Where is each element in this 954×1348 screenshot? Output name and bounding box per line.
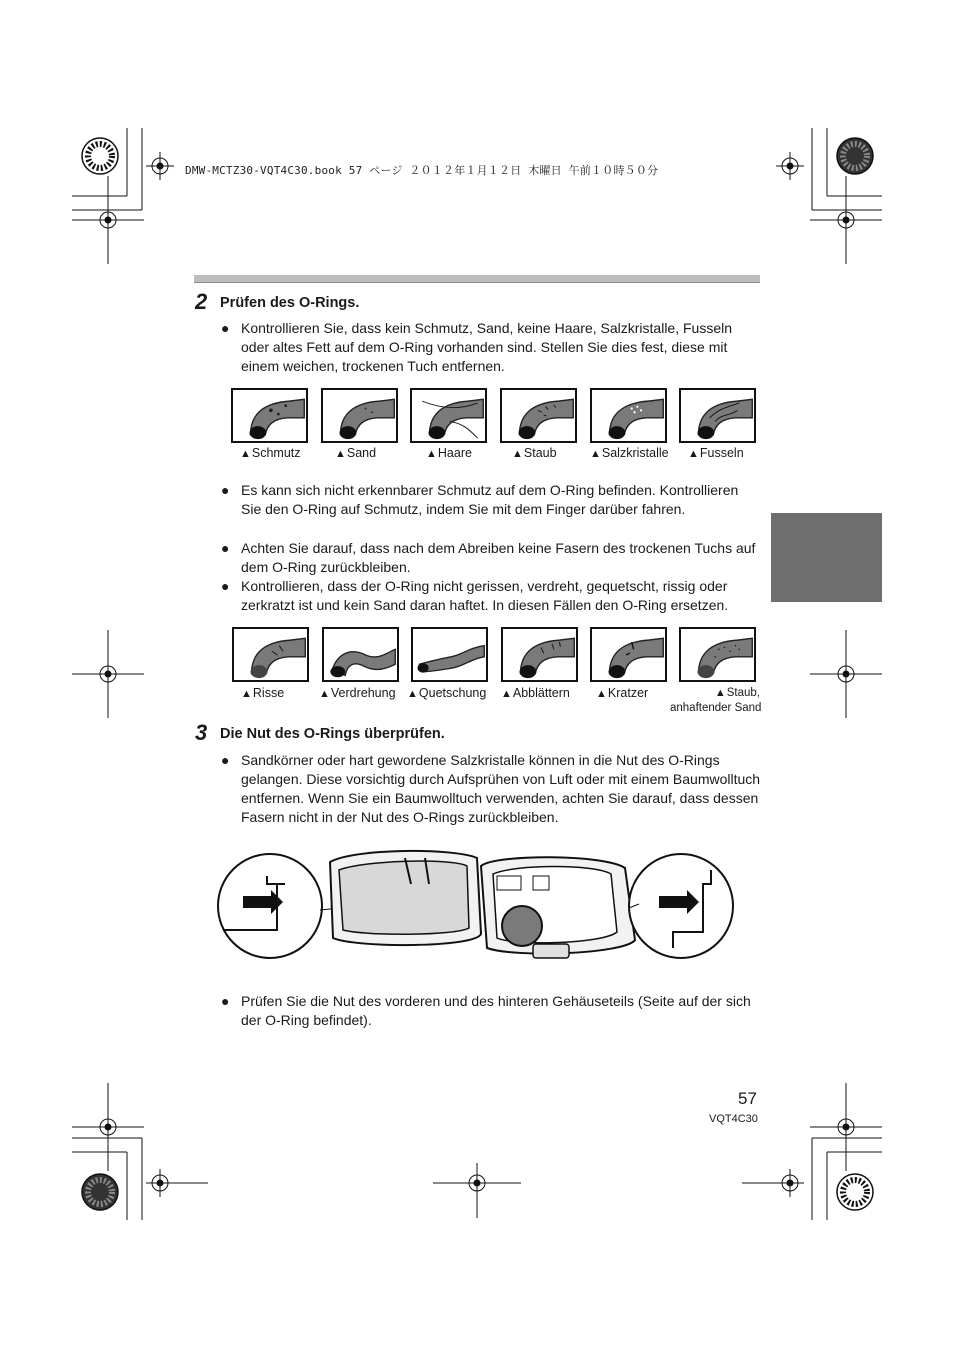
page-number: 57 bbox=[738, 1089, 757, 1108]
caption-sand: ▲Sand bbox=[335, 446, 377, 460]
step-2-bullet-1-text: Kontrollieren Sie, dass kein Schmutz, Sand, keine Haare, Salzkristalle, Fusseln oder altes Fett auf dem O-Ring vorhanden sind. Stellen Sie dies fest, diese mit einem weichen, trockenen Tuch entfernen. bbox=[241, 320, 733, 374]
step-3-title: Die Nut des O-Rings überprüfen. bbox=[220, 726, 445, 742]
step-2-bullet-4: ● Kontrollieren, dass der O-Ring nicht gerissen, verdreht, gequetscht, rissig oder zerkratzt ist und kein Sand daran haftet. In diesen Fällen den O-Ring ersetzen. bbox=[221, 578, 729, 613]
caption-hair: ▲Haare bbox=[426, 446, 472, 460]
o-ring-scratches-image bbox=[590, 627, 667, 682]
step-3-number: 3 bbox=[195, 720, 208, 745]
step-2-number: 2 bbox=[195, 289, 208, 314]
step-2-bullet-2-text: Es kann sich nicht erkennbarer Schmutz auf dem O-Ring befinden. Kontrollieren Sie den O-Ring auf Schmutz, indem Sie mit dem Finger darüber fahren. bbox=[241, 482, 739, 517]
step-2-bullet-4-text: Kontrollieren, dass der O-Ring nicht gerissen, verdreht, gequetscht, rissig oder zerkratzt ist und kein Sand daran haftet. In diesen Fällen den O-Ring ersetzen. bbox=[241, 578, 729, 613]
step-3-bullet-1-text: Sandkörner oder hart gewordene Salzkristalle können in die Nut des O-Rings gelangen. Diese vorsichtig durch Aufsprühen von Luft oder mit einem Baumwolltuch entfernen. Wenn Sie ein Baumwolltuch verwenden, achten Sie darauf, dass dessen Fasern nicht in der Nut des O-Rings zurückbleiben. bbox=[241, 752, 761, 825]
o-ring-hair-image bbox=[410, 388, 487, 443]
o-ring-sand-image bbox=[321, 388, 398, 443]
step-3-bullet-1: ● Sandkörner oder hart gewordene Salzkristalle können in die Nut des O-Rings gelangen. Diese vorsichtig durch Aufsprühen von Luft oder mit einem Baumwolltuch entfernen. Wenn Sie ein Baumwolltuch verwenden, achten Sie darauf, dass dessen Fasern nicht in der Nut des O-Rings zurückbleiben. bbox=[221, 752, 761, 825]
o-ring-twisted-image bbox=[322, 627, 399, 682]
o-ring-salt-image bbox=[590, 388, 667, 443]
caption-peeling: ▲Abblättern bbox=[501, 686, 570, 700]
print-file-header: DMW-MCTZ30-VQT4C30.book 57 ページ ２０１２年１月１２日 木曜日 午前１０時５０分 bbox=[185, 164, 659, 177]
o-ring-damage-images bbox=[232, 627, 762, 719]
caption-scratches: ▲Kratzer bbox=[596, 686, 649, 700]
step-3-bullet-2-text: Prüfen Sie die Nut des vorderen und des hinteren Gehäuseteils (Seite auf der sich der O-Ring befindet). bbox=[241, 993, 751, 1028]
caption-lint: ▲Fusseln bbox=[688, 446, 744, 460]
step-2-bullet-3-text: Achten Sie darauf, dass nach dem Abreiben keine Fasern des trockenen Tuchs auf dem O-Ring zurückbleiben. bbox=[241, 540, 756, 575]
chapter-side-tab bbox=[771, 513, 882, 602]
o-ring-dirt-image bbox=[231, 388, 308, 443]
o-ring-dust-image bbox=[500, 388, 577, 443]
caption-squashed: ▲Quetschung bbox=[407, 686, 487, 700]
o-ring-squashed-image bbox=[411, 627, 488, 682]
caption-dirt: ▲Schmutz bbox=[240, 446, 301, 460]
o-ring-lint-image bbox=[679, 388, 756, 443]
section-top-rule bbox=[194, 275, 760, 283]
caption-twisted: ▲Verdrehung bbox=[319, 686, 396, 700]
bullet-icon: ● bbox=[221, 320, 230, 336]
caption-sand-stuck: ▲Staub, anhaftender Sand bbox=[670, 687, 762, 714]
caption-salt: ▲Salzkristalle bbox=[590, 446, 669, 460]
step-3-bullet-2: ● Prüfen Sie die Nut des vorderen und des hinteren Gehäuseteils (Seite auf der sich der O-Ring befindet). bbox=[221, 993, 751, 1028]
caption-dust: ▲Staub bbox=[512, 446, 557, 460]
housing-groove-illustration bbox=[215, 848, 737, 974]
o-ring-contamination-images bbox=[231, 388, 761, 463]
step-2-title: Prüfen des O-Rings. bbox=[220, 295, 360, 311]
step-2-bullet-1 bbox=[221, 319, 761, 376]
step-2-bullet-2: ● Es kann sich nicht erkennbarer Schmutz auf dem O-Ring befinden. Kontrollieren Sie den O-Ring auf Schmutz, indem Sie mit dem Finger darüber fahren. bbox=[221, 482, 739, 517]
step-2-bullet-3: ● Achten Sie darauf, dass nach dem Abreiben keine Fasern des trockenen Tuchs auf dem O-Ring zurückbleiben. bbox=[221, 540, 756, 575]
caption-cracks: ▲Risse bbox=[241, 686, 285, 700]
o-ring-sand-stuck-image bbox=[679, 627, 756, 682]
document-code: VQT4C30 bbox=[709, 1113, 758, 1125]
o-ring-peeling-image bbox=[501, 627, 578, 682]
o-ring-cracks-image bbox=[232, 627, 309, 682]
